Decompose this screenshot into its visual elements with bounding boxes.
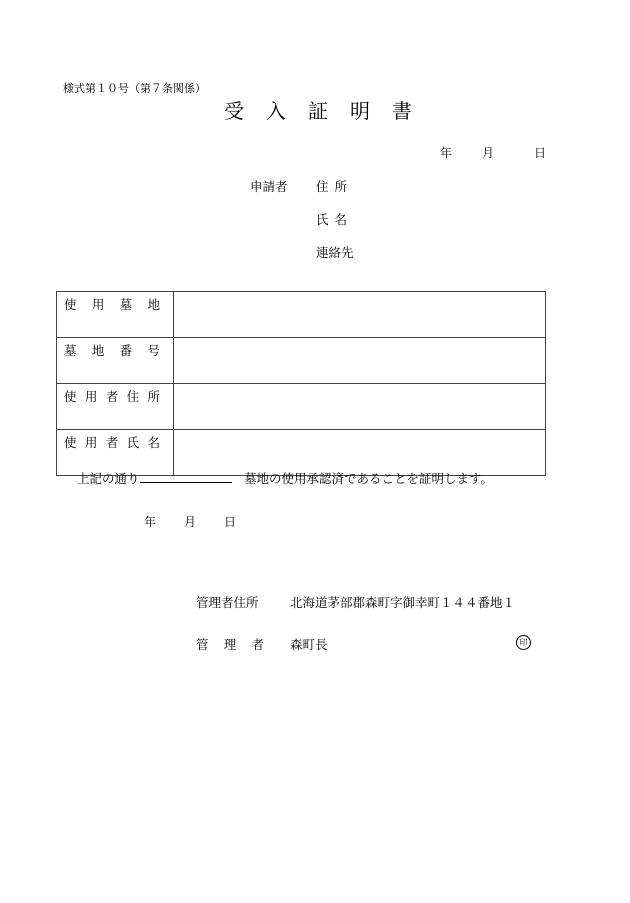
seal-mark: 印: [516, 635, 531, 650]
applicant-contact-label: 連絡先: [316, 245, 354, 260]
manager-value: 森町長: [290, 637, 328, 652]
manager-address-label: 管理者住所: [196, 595, 259, 610]
date-top-month-label: 月: [482, 146, 495, 160]
certificate-table: [56, 291, 546, 476]
table-row: [57, 384, 546, 430]
date-top-day-label: 日: [534, 146, 547, 160]
applicant-label: 申請者: [250, 179, 288, 194]
plot-number-value-cell[interactable]: [174, 338, 546, 384]
applicant-address-label: 住所: [316, 179, 354, 194]
cemetery-used-label-cell: [57, 292, 174, 338]
form-number: 様式第１０号（第７条関係）: [63, 82, 206, 95]
user-address-label-cell: [57, 384, 174, 430]
manager-address-value: 北海道茅部郡森町字御幸町１４４番地１: [290, 595, 516, 610]
user-address-label: 使用者住所: [64, 389, 160, 404]
certification-blank-line[interactable]: [140, 470, 232, 483]
plot-number-label-cell: [57, 338, 174, 384]
date-mid-day-label: 日: [224, 515, 237, 529]
certification-statement: [77, 469, 493, 487]
user-name-label: 使用者氏名: [64, 435, 160, 450]
cemetery-used-value-cell[interactable]: [174, 292, 546, 338]
user-address-value-cell[interactable]: [174, 384, 546, 430]
date-mid-month-label: 月: [184, 515, 197, 529]
certification-suffix: 墓地の使用承認済であることを証明します。: [244, 471, 494, 486]
table-row: [57, 338, 546, 384]
date-mid-year-label: 年: [144, 515, 157, 529]
date-top-year-label: 年: [440, 146, 453, 160]
table-row: [57, 292, 546, 338]
plot-number-label: 墓地番号: [64, 343, 160, 358]
certification-prefix: 上記の通り: [77, 471, 140, 486]
manager-label: 管理者: [196, 637, 264, 652]
cemetery-used-label: 使用墓地: [64, 297, 160, 312]
document-title: 受入証明書: [224, 99, 434, 123]
applicant-name-label: 氏名: [316, 212, 354, 227]
